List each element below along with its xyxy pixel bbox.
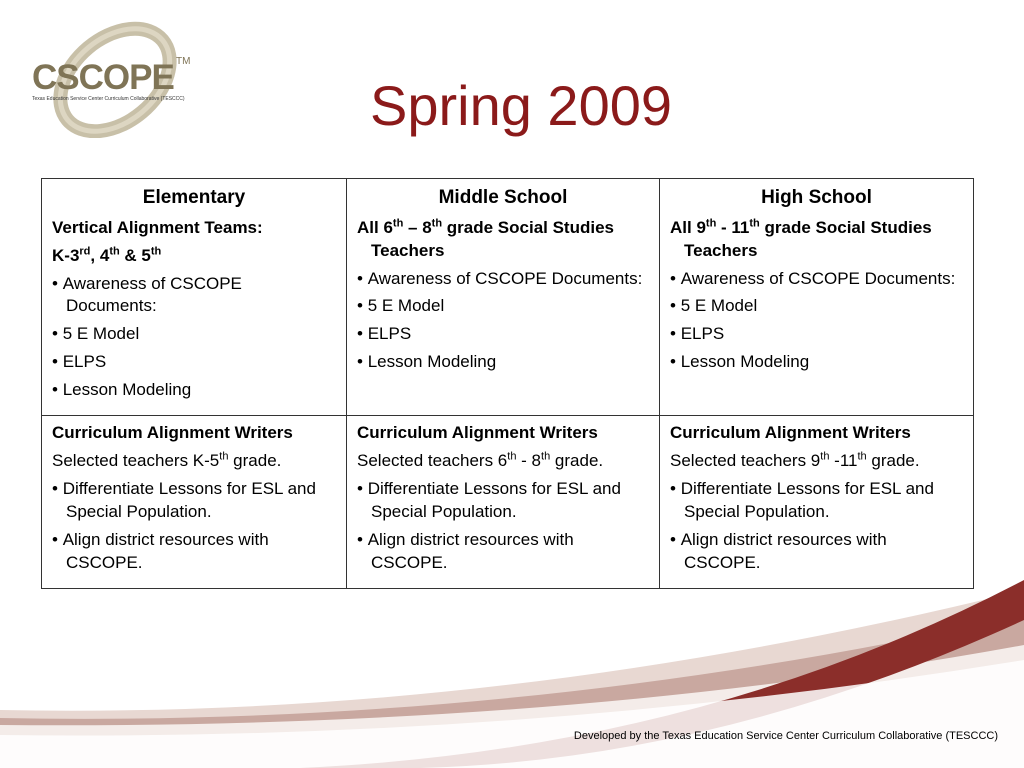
column-header-high-school: High School [761,187,872,208]
bullet-list [670,268,963,375]
cell-heading: Curriculum Alignment Writers [357,423,598,443]
list-item: • 5 E Model [670,295,963,318]
list-item: • ELPS [670,323,963,346]
list-item: • Lesson Modeling [357,351,649,374]
cell-heading: Curriculum Alignment Writers [670,423,911,443]
list-item: • 5 E Model [357,295,649,318]
bullet-list [357,268,649,375]
cscope-logo [20,18,200,138]
table-cell-middle-teams [347,179,660,416]
page-title: Spring 2009 [369,74,672,137]
footer-credit: Developed by the Texas Education Service Center Curriculum Collaborative (TESCCC) [573,730,998,742]
table-cell-elementary-teams [42,179,347,416]
list-item: • Align district resources with CSCOPE. [52,529,336,575]
table-cell-high-teams [660,179,974,416]
list-item: • Lesson Modeling [52,379,336,402]
list-item: • Awareness of CSCOPE Documents: [357,268,649,291]
logo-wordmark: CSCOPE [32,58,174,97]
column-header-elementary: Elementary [142,187,246,208]
cell-subheading: K-3rd, 4th & 5th [52,244,162,265]
list-item: • ELPS [357,323,649,346]
title-box [291,68,751,144]
cell-heading: Curriculum Alignment Writers [52,423,293,443]
list-item: • Differentiate Lessons for ESL and Special Population. [52,478,336,524]
list-item: • Lesson Modeling [670,351,963,374]
list-item: • Align district resources with CSCOPE. [670,529,963,575]
cell-subheading: All 6th – 8th grade Social Studies Teachers [357,216,614,260]
list-item: • Awareness of CSCOPE Documents: [52,273,336,319]
logo-tagline: Texas Education Service Center Curriculum Collaborative (TESCCC) [32,96,185,102]
schedule-table [41,178,974,589]
list-item: • ELPS [52,351,336,374]
table-row [42,179,974,416]
cell-text: Selected teachers K-5th grade. [52,450,282,471]
cell-text: Selected teachers 9th -11th grade. [670,450,920,471]
bullet-list [52,273,336,403]
logo-trademark: TM [176,56,191,67]
column-header-middle-school: Middle School [438,187,568,208]
cell-subheading: All 9th - 11th grade Social Studies Teachers [670,216,932,260]
list-item: • Align district resources with CSCOPE. [357,529,649,575]
cell-subheading: Vertical Alignment Teams: [52,217,263,237]
cell-text: Selected teachers 6th - 8th grade. [357,450,604,471]
list-item: • Differentiate Lessons for ESL and Special Population. [357,478,649,524]
list-item: • 5 E Model [52,323,336,346]
list-item: • Awareness of CSCOPE Documents: [670,268,963,291]
list-item: • Differentiate Lessons for ESL and Special Population. [670,478,963,524]
